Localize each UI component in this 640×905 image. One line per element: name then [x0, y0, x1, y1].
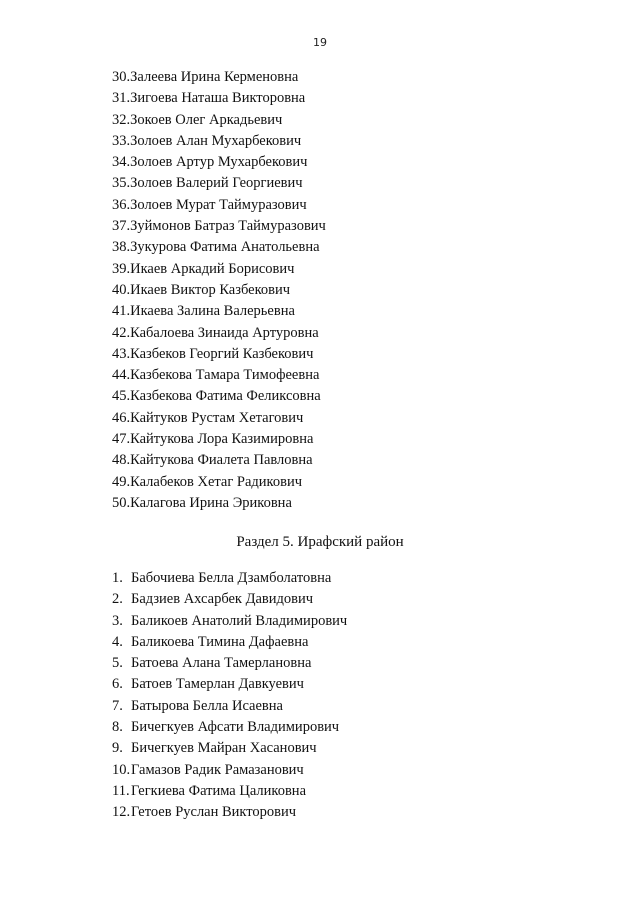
item-number: 5.: [112, 655, 123, 672]
item-name: Икаев Виктор Казбекович: [130, 281, 291, 298]
item-number: 37.: [112, 218, 131, 235]
list-item: [112, 110, 326, 131]
list-item: [112, 173, 326, 194]
item-name: Батоев Тамерлан Давкуевич: [131, 676, 304, 693]
item-name: Золоев Артур Мухарбекович: [130, 154, 308, 171]
list-item: [112, 280, 326, 301]
item-number: 41.: [112, 303, 131, 320]
list-item: [112, 323, 326, 344]
item-number: 45.: [112, 388, 131, 405]
item-number: 44.: [112, 367, 131, 384]
list-item: [112, 195, 326, 216]
list-item: [112, 259, 326, 280]
list-item: [112, 632, 347, 653]
list-item: [112, 760, 347, 781]
list-item: [112, 781, 347, 802]
item-name: Кабалоева Зинаида Артуровна: [130, 324, 319, 341]
item-name: Зукурова Фатима Анатольевна: [130, 239, 320, 256]
item-number: 7.: [112, 697, 123, 714]
item-number: 34.: [112, 154, 131, 171]
item-number: 43.: [112, 345, 131, 362]
item-name: Бадзиев Ахсарбек Давидович: [131, 591, 314, 608]
item-number: 3.: [112, 612, 123, 629]
list-item: [112, 674, 347, 695]
item-name: Зокоев Олег Аркадьевич: [130, 111, 283, 128]
list-item: [112, 408, 326, 429]
item-number: 4.: [112, 633, 123, 650]
list-item: [112, 216, 326, 237]
item-number: 33.: [112, 132, 131, 149]
item-name: Икаев Аркадий Борисович: [130, 260, 295, 277]
list-item: [112, 493, 326, 514]
list-item: [112, 386, 326, 407]
item-number: 32.: [112, 111, 131, 128]
item-number: 49.: [112, 473, 131, 490]
item-name: Баликоева Тимина Дафаевна: [131, 633, 309, 650]
item-name: Икаева Залина Валерьевна: [130, 303, 295, 320]
item-number: 12.: [112, 804, 131, 821]
name-list-section5: [112, 568, 347, 824]
page-number: 19: [313, 36, 327, 49]
list-item: [112, 472, 326, 493]
item-name: Казбекова Тамара Тимофеевна: [130, 367, 320, 384]
item-name: Калабеков Хетаг Радикович: [130, 473, 303, 490]
list-item: [112, 301, 326, 322]
item-number: 11.: [112, 782, 130, 799]
item-number: 38.: [112, 239, 131, 256]
list-item: [112, 429, 326, 450]
item-name: Бабочиева Белла Дзамболатовна: [131, 570, 332, 586]
item-number: 6.: [112, 676, 123, 693]
list-item: [112, 450, 326, 471]
list-item: [112, 696, 347, 717]
list-item: [112, 152, 326, 173]
list-item: [112, 131, 326, 152]
item-number: 9.: [112, 740, 123, 757]
item-number: 36.: [112, 196, 131, 213]
list-item: [112, 611, 347, 632]
list-item: [112, 88, 326, 109]
item-name: Батырова Белла Исаевна: [131, 697, 283, 714]
item-number: 8.: [112, 719, 123, 736]
list-item: [112, 67, 326, 88]
item-number: 42.: [112, 324, 131, 341]
item-name: Казбеков Георгий Казбекович: [130, 345, 314, 362]
list-item: [112, 365, 326, 386]
item-number: 1.: [112, 570, 123, 586]
item-name: Калагова Ирина Эриковна: [130, 494, 292, 511]
list-item: [112, 237, 326, 258]
item-name: Залеева Ирина Керменовна: [130, 69, 299, 85]
item-name: Кайтуков Рустам Хетагович: [130, 409, 304, 426]
section-heading: Раздел 5. Ирафский район: [236, 534, 404, 550]
item-name: Кайтукова Лора Казимировна: [130, 431, 314, 448]
item-name: Гегкиева Фатима Цаликовна: [131, 782, 306, 799]
item-name: Золоев Валерий Георгиевич: [130, 175, 303, 192]
item-number: 30.: [112, 69, 131, 85]
item-number: 46.: [112, 409, 131, 426]
item-name: Кайтукова Фиалета Павловна: [130, 452, 313, 469]
item-number: 48.: [112, 452, 131, 469]
item-name: Зигоева Наташа Викторовна: [130, 90, 306, 107]
item-number: 40.: [112, 281, 131, 298]
name-list-continued: [112, 67, 326, 514]
list-item: [112, 344, 326, 365]
list-item: [112, 717, 347, 738]
list-item: [112, 589, 347, 610]
item-number: 10.: [112, 761, 131, 778]
list-item: [112, 653, 347, 674]
item-name: Зуймонов Батраз Таймуразович: [130, 218, 326, 235]
item-number: 47.: [112, 431, 131, 448]
item-name: Бичегкуев Афсати Владимирович: [131, 719, 340, 736]
item-name: Батоева Алана Тамерлановна: [131, 655, 312, 672]
item-name: Казбекова Фатима Феликсовна: [130, 388, 321, 405]
item-name: Гамазов Радик Рамазанович: [131, 761, 304, 778]
item-number: 35.: [112, 175, 131, 192]
item-name: Гетоев Руслан Викторович: [131, 804, 297, 821]
list-item: [112, 802, 347, 823]
item-number: 31.: [112, 90, 131, 107]
item-number: 2.: [112, 591, 123, 608]
list-item: [112, 738, 347, 759]
item-name: Баликоев Анатолий Владимирович: [131, 612, 348, 629]
item-name: Бичегкуев Майран Хасанович: [131, 740, 317, 757]
item-name: Золоев Алан Мухарбекович: [130, 132, 302, 149]
list-item: [112, 568, 347, 589]
item-number: 50.: [112, 494, 131, 511]
item-number: 39.: [112, 260, 131, 277]
item-name: Золоев Мурат Таймуразович: [130, 196, 307, 213]
